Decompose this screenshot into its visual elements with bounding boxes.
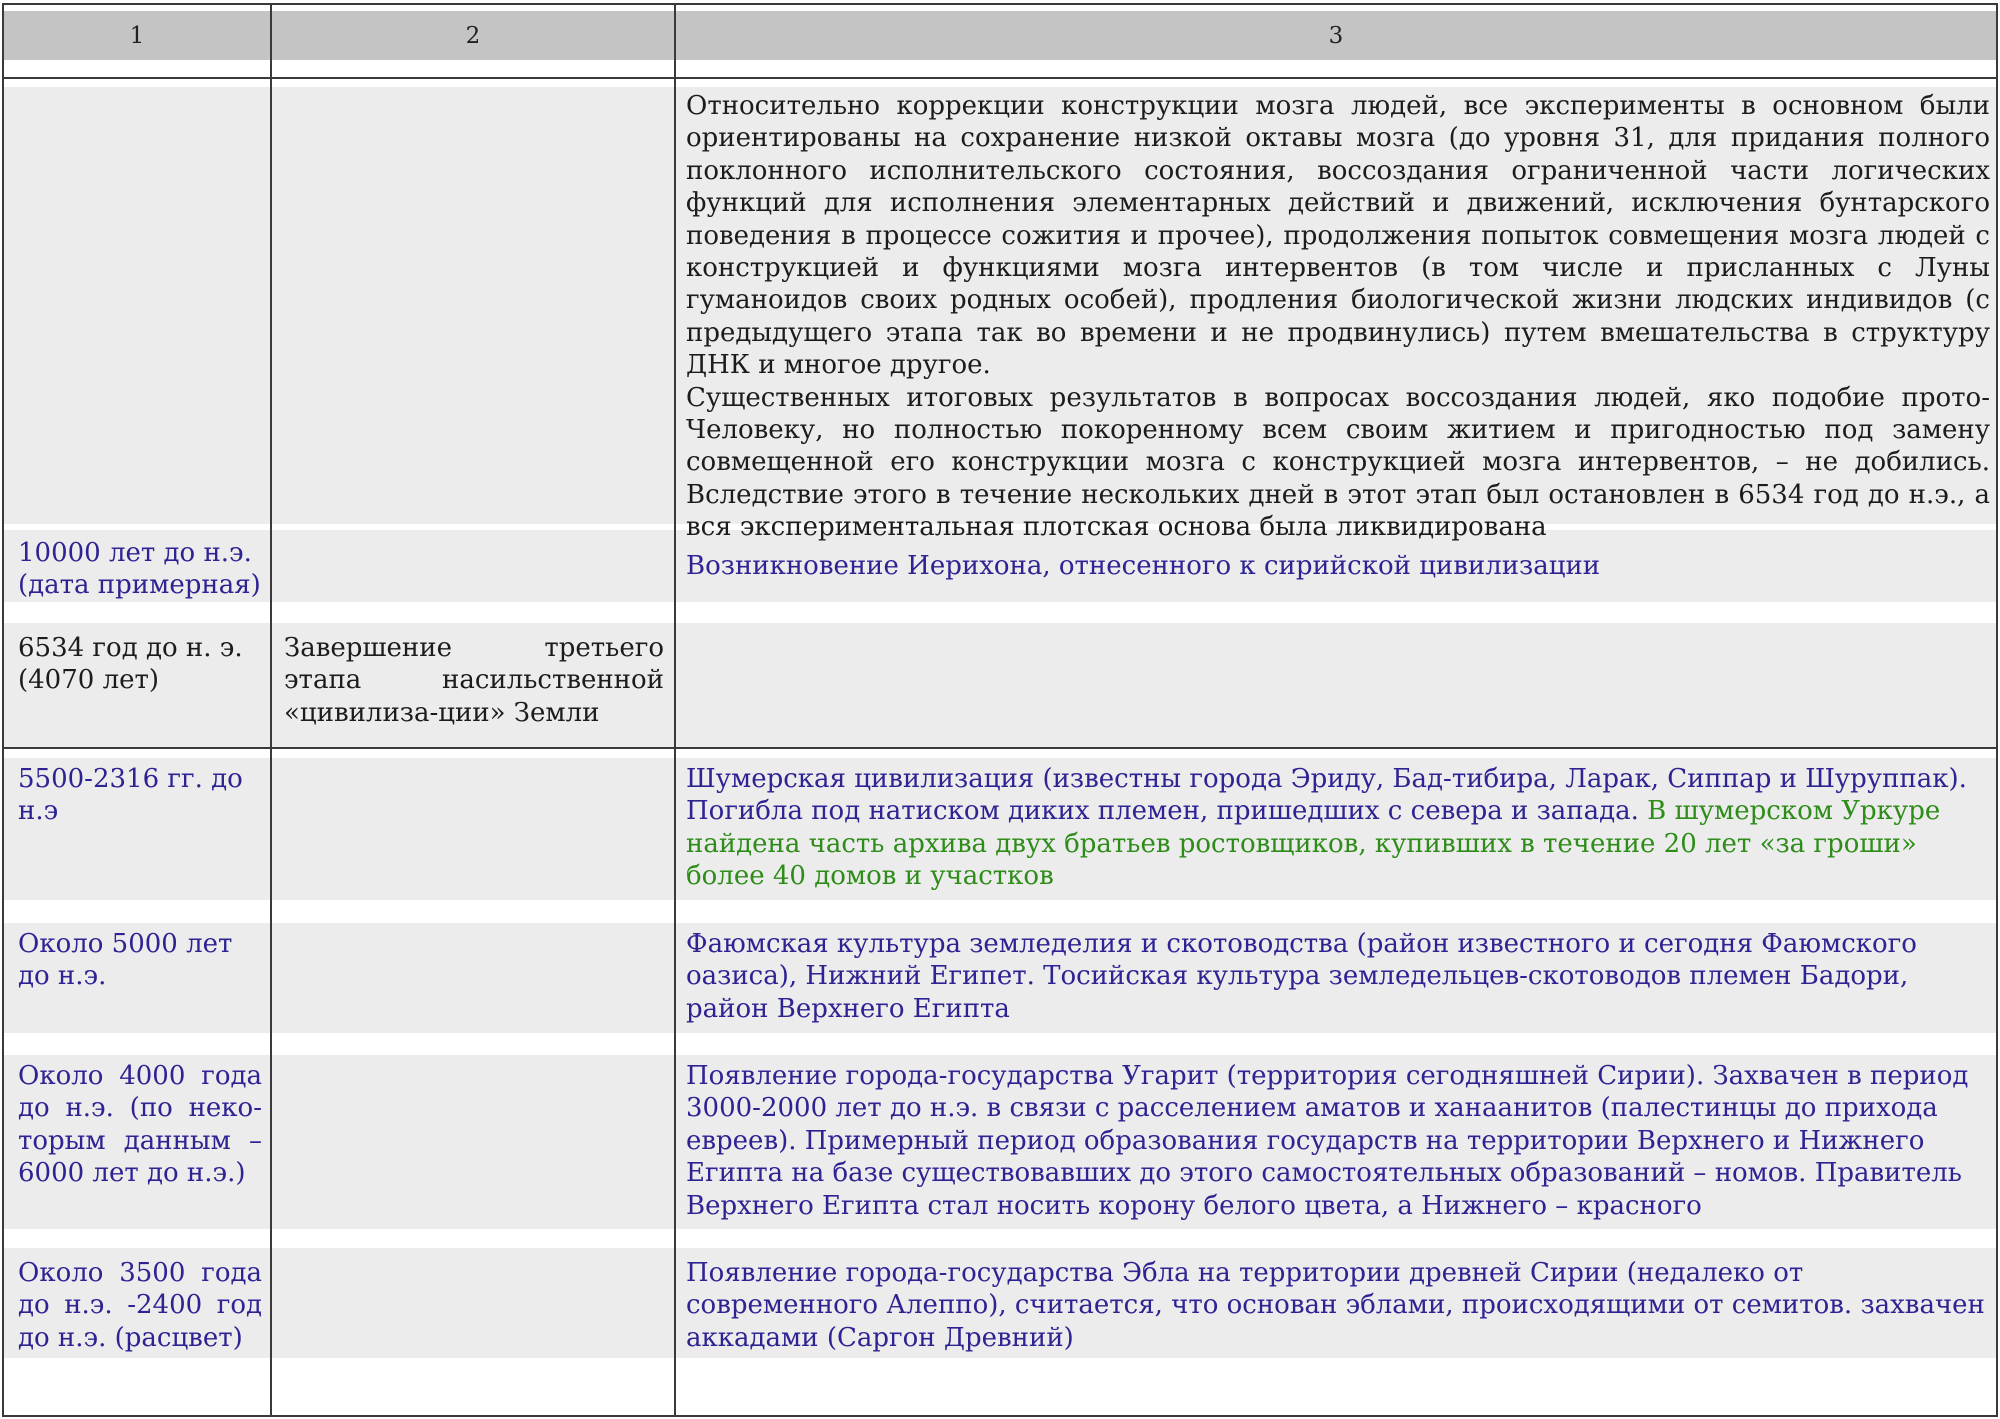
table-row-6-date: Около 3500 года до н.э. -2400 год до н.э. (расцвет) [18, 1258, 262, 1353]
table-row-5-date: Около 4000 года до н.э. (по неко-торым данным – 6000 лет до н.э.) [18, 1061, 262, 1189]
column-divider-2 [674, 5, 676, 1415]
description-green-text: В шумерском Уркуре найдена часть архива двух братьев ростовщиков, купивших в течение 20 лет «за гроши» более 40 домов и участков [686, 796, 1941, 892]
column-header-2 [272, 11, 674, 60]
table-row-3-date: 5500-2316 гг. до н.э [18, 764, 243, 827]
table-row-6-description: Появление города-государства Эбла на территории древней Сирии (недалеко от современного Алеппо), считается, что основан эблами, происходящими от семитов. захвачен аккадами (Саргон Древний) [686, 1258, 1985, 1353]
description-paragraph: Существенных итоговых результатов в вопросах воссоздания людей, яко подобие прото-Человеку, но полностью покоренному всем своим житием и пригодностью под замену совмещенной его конструкции мозга с конструкцией мозга интервентов, – не добились. Вследствие этого в течение нескольких дней в этот этап был остановлен в 6534 год до н.э., а вся экспериментальная плотская основа была ликвидирована [686, 382, 1990, 543]
section-divider [4, 747, 1996, 749]
column-header-3-label: 3 [1328, 22, 1344, 49]
header-divider [4, 77, 1996, 79]
column-divider-1 [270, 5, 272, 1415]
chronology-table [2, 3, 1998, 1417]
table-row-2-date: 6534 год до н. э. (4070 лет) [18, 633, 243, 696]
description-paragraph: Относительно коррекции конструкции мозга людей, все эксперименты в основном были ориентированы на сохранение низкой октавы мозга (до уровня 31, для придания полного поклонного исполнительского состояния, воссоздания ограниченной части логических функций для исполнения элементарных действий и движений, исключения бунтарского поведения в процессе сожития и прочее), продолжения попыток совмещения мозга людей с конструкцией и функциями мозга интервентов (в том числе и присланных с Луны гуманоидов своих родных особей), продления биологической жизни людских индивидов (с предыдущего этапа так во времени и не продвинулись) путем вмешательства в структуру ДНК и многое другое. [686, 91, 1990, 381]
table-row-3-description [686, 763, 1990, 893]
column-header-3 [676, 11, 1996, 60]
table-row-4-date: Около 5000 лет до н.э. [18, 929, 233, 992]
column-header-2-label: 2 [465, 22, 481, 49]
table-row-2-event: Завершение третьего этапа насильственной «цивилиза-ции» Земли [284, 633, 664, 728]
table-row-4-description: Фаюмская культура земледелия и скотоводства (район известного и сегодня Фаюмского оазиса), Нижний Египет. Тосийская культура земледельцев-скотоводов племен Бадори, район Верхнего Египта [686, 929, 1917, 1024]
table-row-5-description: Появление города-государства Угарит (территория сегодняшней Сирии). Захвачен в период 3000-2000 лет до н.э. в связи с расселением аматов и ханаанитов (палестинцы до прихода евреев). Примерный период образования государств на территории Верхнего и Нижнего Египта на базе существовавших до этого самостоятельных образований – номов. Правитель Верхнего Египта стал носить корону белого цвета, а Нижнего – красного [686, 1061, 1969, 1221]
column-header-1-label: 1 [129, 22, 145, 49]
table-row-1-description: Возникновение Иерихона, отнесенного к сирийской цивилизации [686, 551, 1601, 581]
table-row-0-description [686, 90, 1990, 544]
column-header-1 [4, 11, 270, 60]
table-row-1-date: 10000 лет до н.э. (дата примерная) [18, 538, 261, 601]
description-blue-text: Шумерская цивилизация (известны города Эриду, Бад-тибира, Ларак, Сиппар и Шуруппак). Погибла под натиском диких племен, пришедших с севера и запада. [686, 764, 1967, 827]
